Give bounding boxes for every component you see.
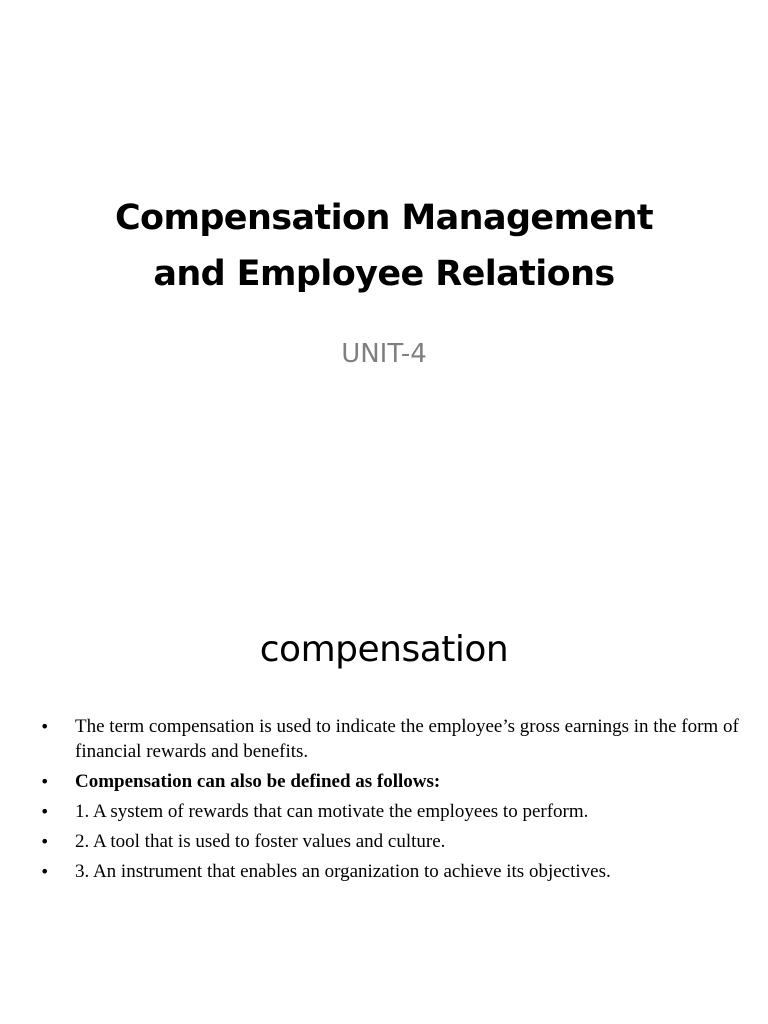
bullet-item (40, 859, 740, 884)
slide-title (0, 190, 768, 302)
bullet-item (40, 714, 740, 764)
bullet-text: Compensation can also be defined as follows: (75, 771, 441, 792)
section-heading: compensation (259, 629, 509, 670)
bullet-dot-icon: • (40, 832, 50, 851)
bullet-item (40, 769, 740, 794)
bullet-dot-icon: • (40, 802, 50, 821)
bullet-text: 3. An instrument that enables an organization to achieve its objectives. (75, 861, 611, 882)
bullet-dot-icon: • (40, 772, 50, 791)
slide-title-line-1: Compensation Management (114, 198, 654, 238)
bullet-text: 2. A tool that is used to foster values and culture. (75, 831, 446, 852)
bullet-dot-icon: • (40, 717, 50, 736)
bullet-text: 1. A system of rewards that can motivate the employees to perform. (75, 801, 589, 822)
bullet-item (40, 799, 740, 824)
slide-title-line-2: and Employee Relations (153, 254, 615, 294)
slide-subtitle: UNIT-4 (341, 339, 427, 369)
bullet-item (40, 829, 740, 854)
bullet-list (40, 714, 740, 889)
content-slide (0, 512, 768, 1024)
bullet-text: The term compensation is used to indicate the employee’s gross earnings in the form of financial rewards and benefits. (75, 716, 739, 762)
bullet-dot-icon: • (40, 862, 50, 881)
